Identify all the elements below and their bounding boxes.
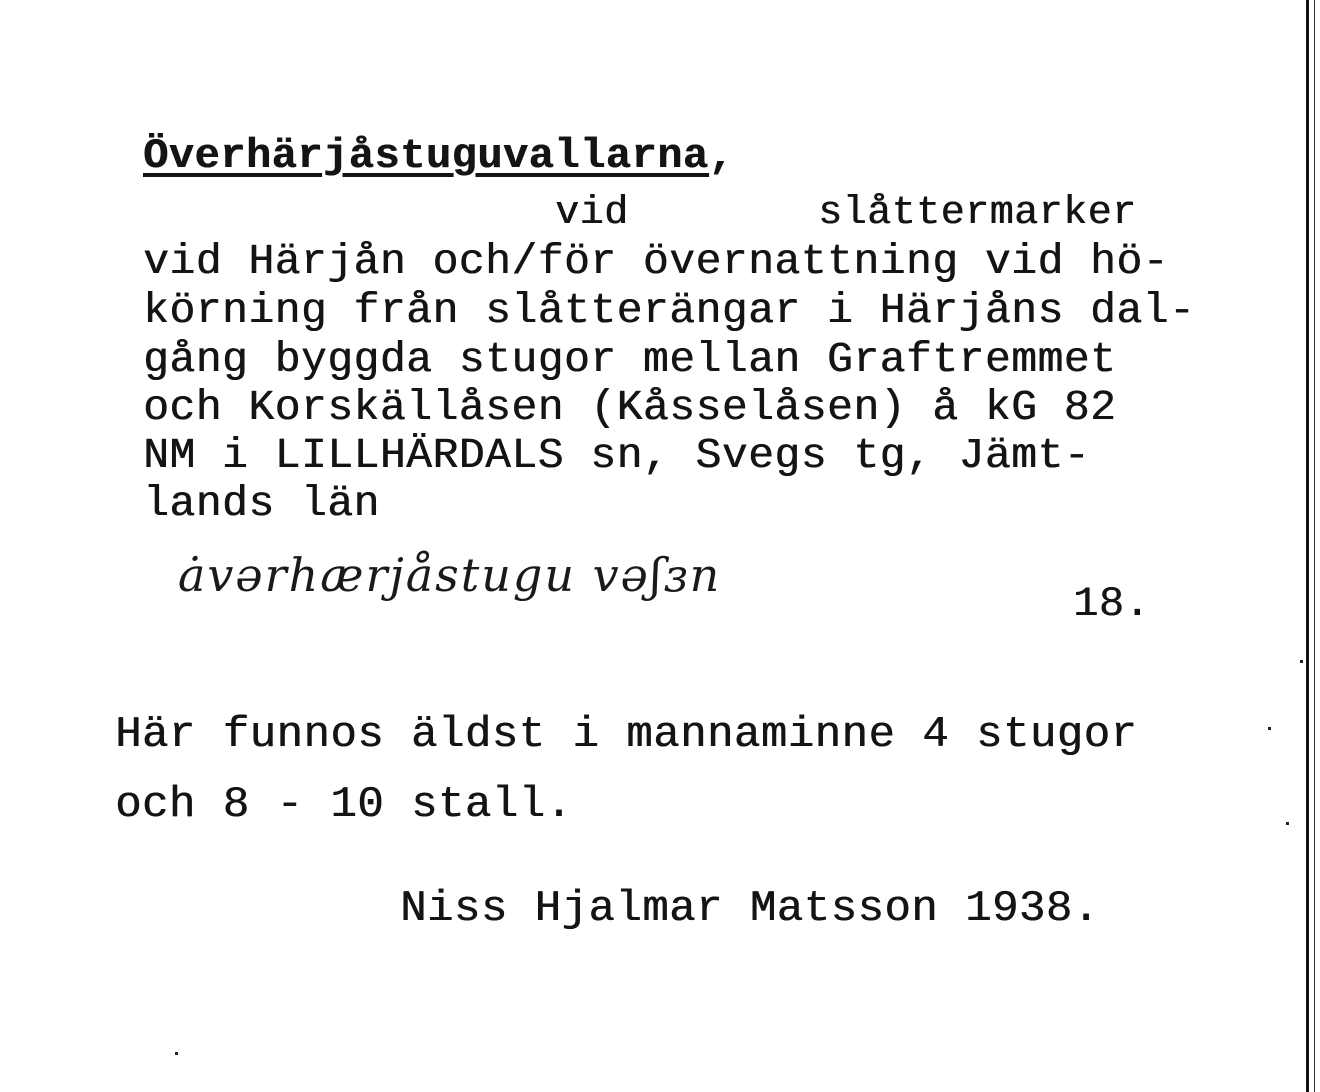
scan-speck bbox=[1268, 727, 1271, 730]
description-line: gång byggda stugor mellan Graftremmet bbox=[143, 335, 1117, 384]
card-edge-border-secondary bbox=[1314, 0, 1315, 1092]
description-line: NM i LILLHÄRDALS sn, Svegs tg, Jämt- bbox=[143, 431, 1090, 480]
title-comma: , bbox=[708, 132, 735, 180]
informant-signature: Niss Hjalmar Matsson 1938. bbox=[400, 884, 1100, 934]
scan-speck bbox=[1286, 822, 1289, 825]
inserted-word-vid: vid bbox=[555, 191, 629, 236]
description-line: vid Härjån och/för övernattning vid hö- bbox=[143, 237, 1169, 286]
description-line: körning från slåtterängar i Härjåns dal- bbox=[143, 286, 1196, 335]
description-line: lands län bbox=[143, 479, 380, 528]
card-number: 18. bbox=[1073, 580, 1151, 628]
place-name-title bbox=[143, 132, 734, 180]
scan-speck bbox=[1300, 660, 1303, 663]
place-name: Överhärjåstuguvallarna bbox=[143, 132, 709, 180]
inserted-word-slattermarker: slåttermarker bbox=[818, 191, 1137, 236]
scan-speck bbox=[175, 1052, 178, 1055]
note-line: Här funnos äldst i mannaminne 4 stugor bbox=[115, 710, 1138, 760]
card-edge-border bbox=[1306, 0, 1309, 1092]
handwritten-phonetic-transcription: ȧvərhærjåstugu vəʃɜn bbox=[178, 548, 722, 602]
description-line: och Korskällåsen (Kåsselåsen) å kG 82 bbox=[143, 383, 1117, 432]
note-line: och 8 - 10 stall. bbox=[115, 780, 573, 830]
